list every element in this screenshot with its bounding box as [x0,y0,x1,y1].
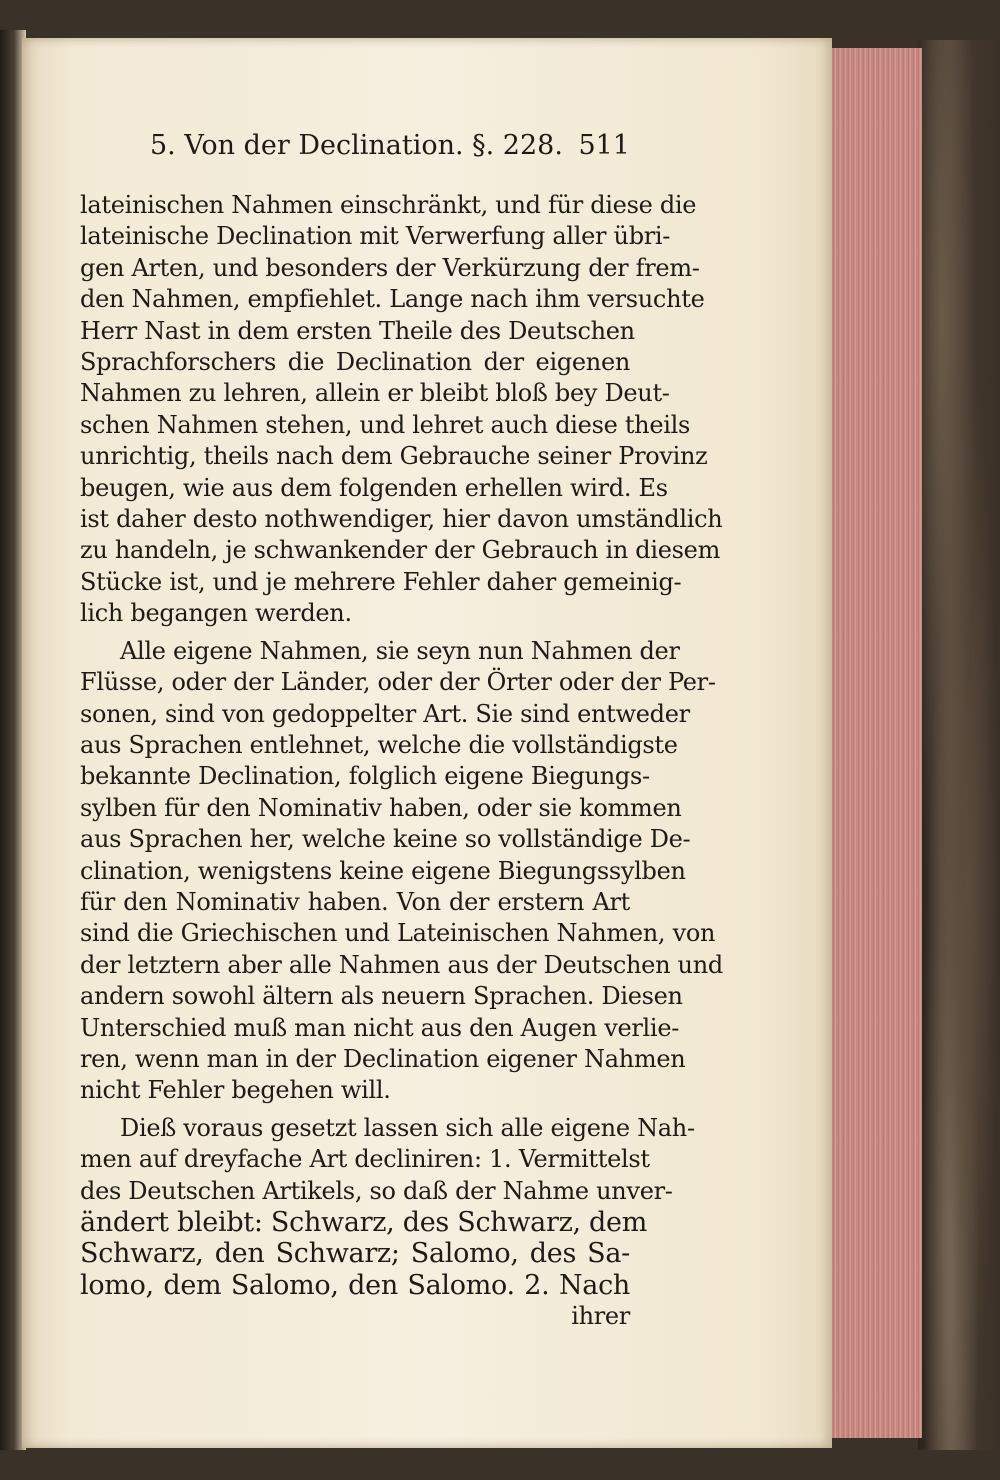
text-line: ändert bleibt: Schwarz, des Schwarz, dem [80,1207,648,1238]
text-line: lich begangen werden. [80,599,352,628]
running-header [150,130,630,176]
text-line: Herr Nast in dem ersten Theile des Deutschen [80,316,635,345]
text-line: den Nahmen, empfiehlet. Lange nach ihm versuchte [80,285,705,314]
paragraph-1 [80,190,723,630]
text-line: Dieß voraus gesetzt lassen sich alle eigene Nah- [120,1113,695,1142]
text-line: beugen, wie aus dem folgenden erhellen wird. Es [80,473,668,502]
text-line: sonen, sind von gedoppelter Art. Sie sind entweder [80,699,690,728]
text-line: aus Sprachen her, welche keine so vollständige De- [80,825,691,854]
text-line: der letztern aber alle Nahmen aus der Deutschen und [80,950,723,979]
text-line: Unterschied muß man nicht aus den Augen verlie- [80,1013,680,1042]
text-line: Flüsse, oder der Länder, oder der Örter oder der Per- [80,668,716,697]
text-line: nicht Fehler begehen will. [80,1076,391,1105]
text-line: clination, wenigstens keine eigene Biegungssylben [80,856,686,885]
text-line: lateinischen Nahmen einschränkt, und für diese die [80,191,697,219]
text-line: lateinische Declination mit Verwerfung aller übri- [80,222,671,251]
page-number: 511 [578,130,630,161]
paragraph-3 [80,1113,695,1301]
text-line: bekannte Declination, folglich eigene Biegungs- [80,762,650,791]
text-line: ren, wenn man in der Declination eigener Nahmen [80,1044,686,1073]
text-line: für den Nominativ haben. Von der erstern Art [80,887,630,916]
text-line: Stücke ist, und je mehrere Fehler daher gemeinig- [80,567,682,596]
text-line: zu handeln, je schwankender der Gebrauch in diesem [80,536,721,565]
page-body [80,190,723,1332]
text-line: schen Nahmen stehen, und lehret auch diese theils [80,410,691,439]
text-line: Nahmen zu lehren, allein er bleibt bloß bey Deut- [80,379,670,408]
page-edges-red [820,48,922,1438]
text-line: Alle eigene Nahmen, sie seyn nun Nahmen der [120,636,680,665]
text-line: sylben für den Nominativ haben, oder sie kommen [80,793,682,822]
text-line: des Deutschen Artikels, so daß der Nahme unver- [80,1176,673,1205]
catchword: ihrer [571,1302,630,1331]
text-line: andern sowohl ältern als neuern Sprachen. Diesen [80,982,683,1011]
text-line: sind die Griechischen und Lateinischen Nahmen, von [80,919,716,948]
paragraph-2 [80,636,723,1107]
text-line: unrichtig, theils nach dem Gebrauche seiner Provinz [80,442,708,471]
text-line: gen Arten, und besonders der Verkürzung der frem- [80,253,700,282]
text-line: lomo, dem Salomo, den Salomo. 2. Nach [80,1269,630,1301]
running-title: 5. Von der Declination. §. 228. [150,130,563,161]
text-line: ist daher desto nothwendiger, hier davon umständlich [80,505,723,534]
text-line: Sprachforschers die Declination der eigenen [80,348,630,377]
text-line: men auf dreyfache Art decliniren: 1. Vermittelst [80,1145,650,1174]
book-cover-marbled [918,40,1000,1450]
text-line: Schwarz, den Schwarz; Salomo, des Sa- [80,1238,630,1270]
text-line: aus Sprachen entlehnet, welche die vollständigste [80,730,678,759]
